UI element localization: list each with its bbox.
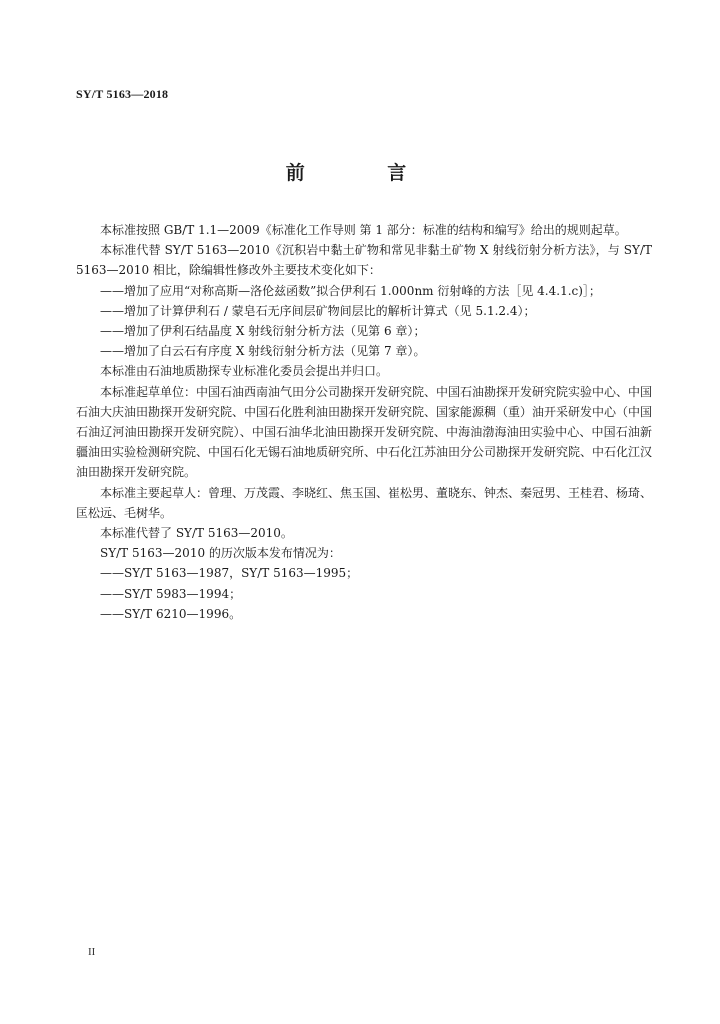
- paragraph-drafting-units: 本标准起草单位：中国石油西南油气田分公司勘探开发研究院、中国石油勘探开发研究院实验中心、中国石油大庆油田勘探开发研究院、中国石化胜利油田勘探开发研究院、国家能源稠（重）油开采研发中心（中国石油辽河油田勘探开发研究院）、中国石油华北油田勘探开发研究院、中海油渤海油田实验中心、中国石油新疆油田实验检测研究院、中国石化无锡石油地质研究所、中石化江苏油田分公司勘探开发研究院、中石化江汉油田勘探开发研究院。: [76, 384, 653, 480]
- standard-code-header: SY/T 5163—2018: [76, 87, 169, 101]
- change-item: ——增加了白云石有序度 X 射线衍射分析方法（见第 7 章）。: [100, 344, 426, 359]
- change-item: ——增加了应用“对称高斯—洛伦兹函数”拟合伊利石 1.000nm 衍射峰的方法［见 4.4.1.c)］；: [100, 283, 601, 298]
- paragraph-replacement-intro: 本标准代替 SY/T 5163—2010《沉积岩中黏土矿物和常见非黏土矿物 X 射线衍射分析方法》，与 SY/T 5163—2010 相比，除编辑性修改外主要技术变化如下：: [76, 243, 652, 278]
- history-item: ——SY/T 6210—1996。: [100, 606, 242, 621]
- paragraph-replaces: 本标准代替了 SY/T 5163—2010。: [100, 526, 293, 541]
- paragraph-proposed-by: 本标准由石油地质勘探专业标准化委员会提出并归口。: [100, 364, 389, 379]
- change-item: ——增加了计算伊利石 / 蒙皂石无序间层矿物间层比的解析计算式（见 5.1.2.4）；: [100, 303, 536, 318]
- page-title: 前 言: [285, 162, 445, 184]
- history-item: ——SY/T 5983—1994；: [100, 586, 242, 601]
- change-item: ——增加了伊利石结晶度 X 射线衍射分析方法（见第 6 章）；: [100, 324, 426, 339]
- history-item: ——SY/T 5163—1987，SY/T 5163—1995；: [100, 566, 359, 581]
- paragraph-drafting-rules: 本标准按照 GB/T 1.1—2009《标准化工作导则 第 1 部分：标准的结构和编写》给出的规则起草。: [100, 223, 627, 237]
- paragraph-history-intro: SY/T 5163—2010 的历次版本发布情况为：: [100, 546, 341, 561]
- paragraph-drafters: 本标准主要起草人：曾理、万茂霞、李晓红、焦玉国、崔松男、董晓东、钟杰、秦冠男、王桂君、杨琦、匡松远、毛树华。: [76, 485, 653, 520]
- foreword-body: [76, 220, 652, 624]
- page-number: II: [88, 946, 96, 958]
